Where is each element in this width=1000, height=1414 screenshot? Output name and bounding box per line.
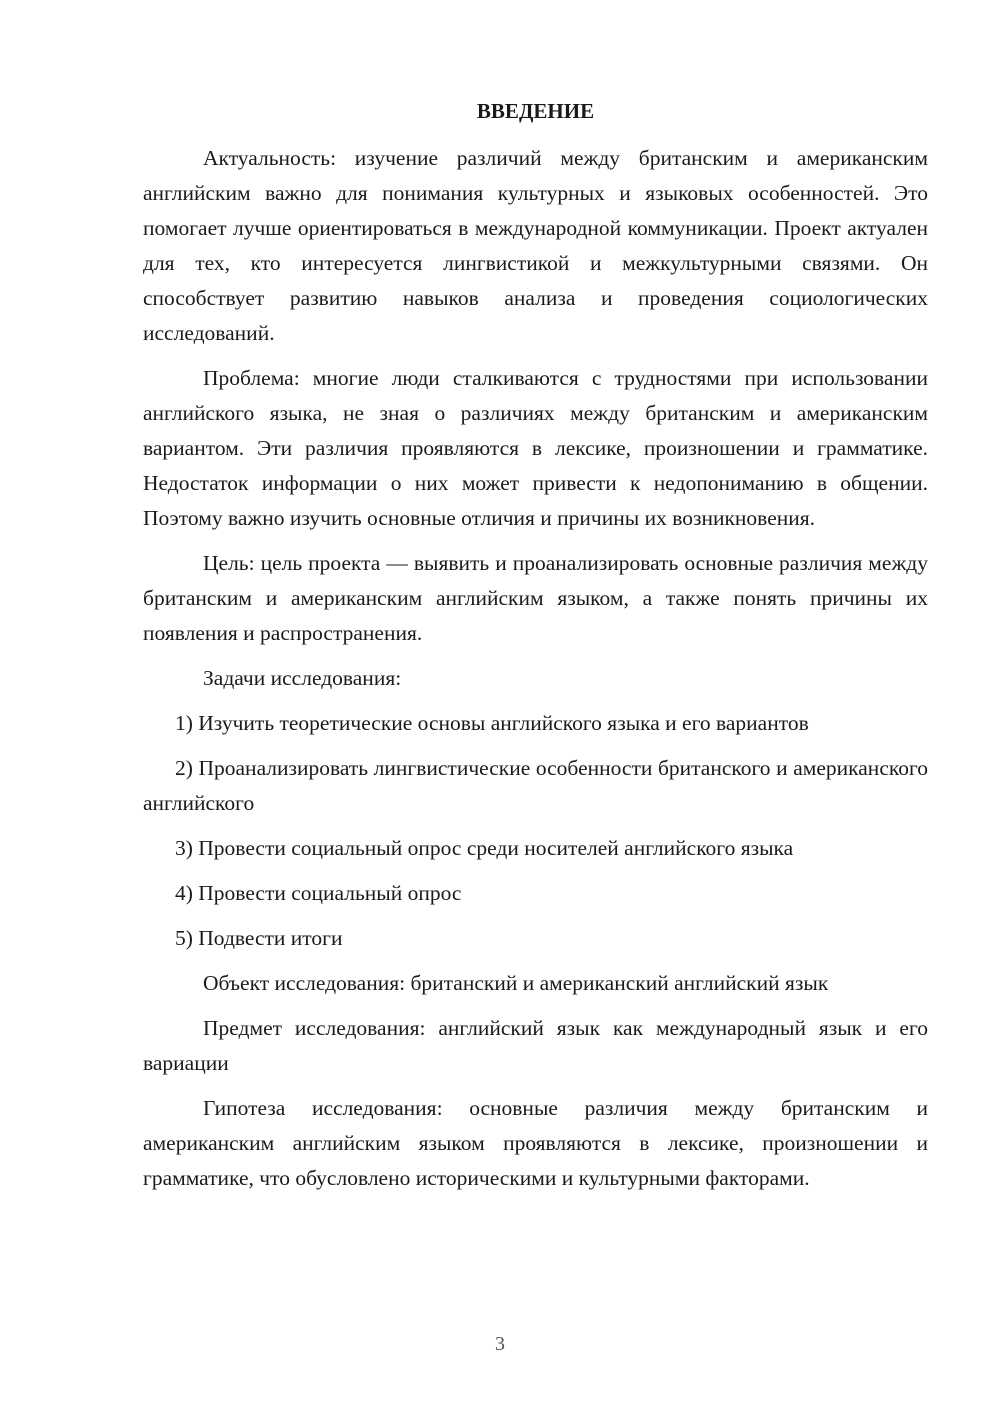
tasks-title: Задачи исследования: — [203, 666, 402, 690]
task-item-2: 2) Проанализировать лингвистические особенности британского и американского английского — [143, 756, 928, 815]
paragraph-hypothesis: Гипотеза исследования: основные различия между британским и американским английским языком проявляются в лексике, произношении и грамматике, что обусловлено историческими и культурными факторами. — [143, 1096, 928, 1190]
paragraph-subject: Предмет исследования: английский язык как международный язык и его вариации — [143, 1016, 928, 1075]
paragraph-object: Объект исследования: британский и американский английский язык — [203, 971, 829, 995]
document-page — [143, 95, 928, 1206]
paragraph-goal: Цель: цель проекта — выявить и проанализировать основные различия между британским и американским английским языком, а также понять причины их появления и распространения. — [143, 551, 928, 645]
task-item-4: 4) Провести социальный опрос — [175, 881, 462, 905]
section-heading: ВВЕДЕНИЕ — [476, 99, 595, 123]
paragraph-problem: Проблема: многие люди сталкиваются с трудностями при использовании английского языка, не зная о различиях между британским и американским вариантом. Эти различия проявляются в лексике, произношении и грамматике. Недостаток информации о них может привести к недопониманию в общении. Поэтому важно изучить основные отличия и причины их возникновения. — [143, 366, 928, 530]
task-item-5: 5) Подвести итоги — [175, 926, 343, 950]
task-item-1: 1) Изучить теоретические основы английского языка и его вариантов — [175, 711, 809, 735]
page-number: 3 — [495, 1333, 505, 1355]
paragraph-relevance: Актуальность: изучение различий между британским и американским английским важно для понимания культурных и языковых особенностей. Это помогает лучше ориентироваться в международной коммуникации. Проект актуален для тех, кто интересуется лингвистикой и межкультурными связями. Он способствует развитию навыков анализа и проведения социологических исследований. — [143, 146, 928, 345]
task-item-3: 3) Провести социальный опрос среди носителей английского языка — [175, 836, 794, 860]
